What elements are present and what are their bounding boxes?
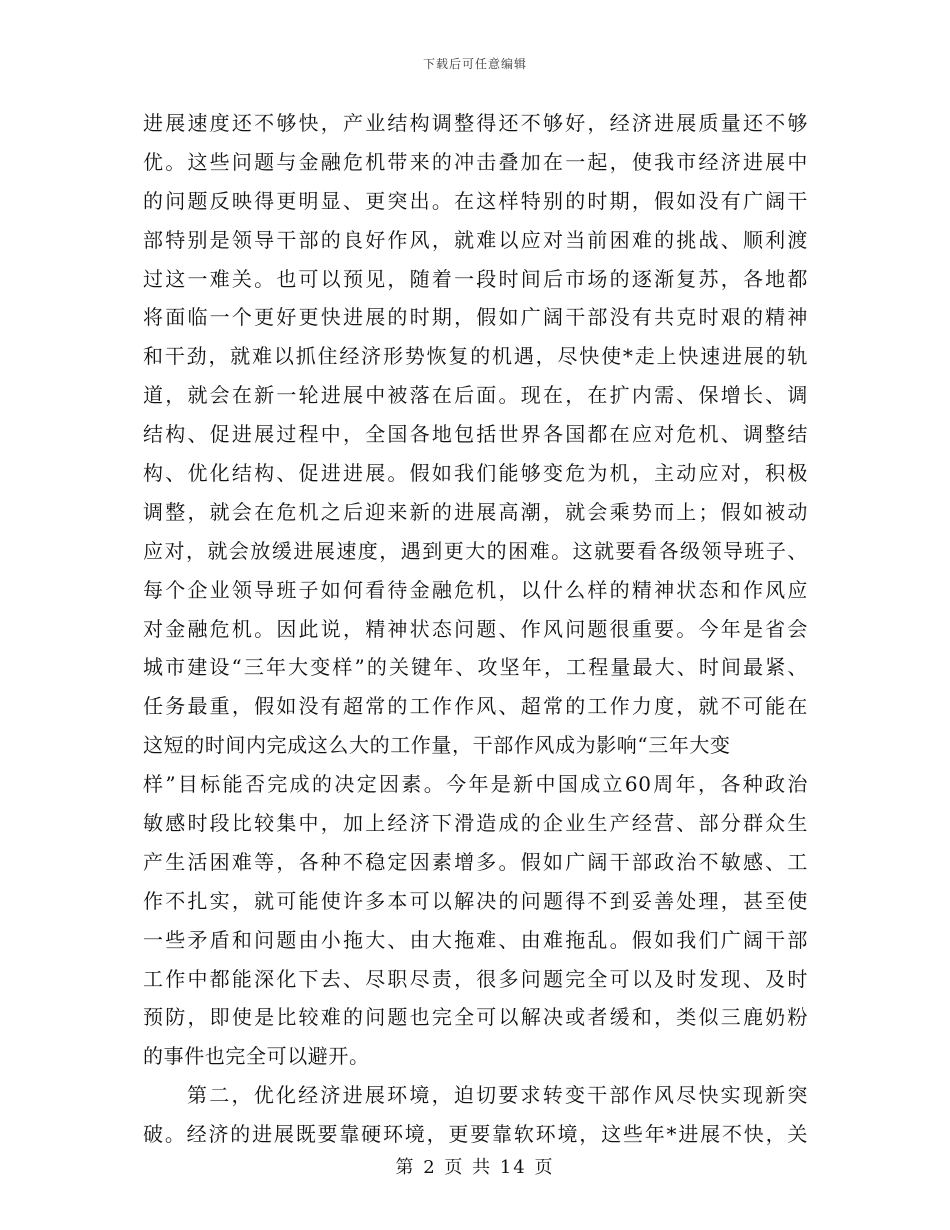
text-line: 破。经济的进展既要靠硬环境，更要靠软环境，这些年*进展不快，关: [143, 1122, 808, 1147]
text-line: 敏感时段比较集中，加上经济下滑造成的企业生产经营、部分群众生: [143, 811, 808, 836]
text-line: 将面临一个更好更快进展的时期，假如广阔干部没有共克时艰的精神: [143, 305, 808, 330]
text-line: 构、优化结构、促进进展。假如我们能够变危为机，主动应对，积极: [143, 461, 808, 486]
text-line: 和干劲，就难以抓住经济形势恢复的机遇，尽快使*走上快速进展的轨: [143, 344, 808, 369]
text-line: 产生活困难等，各种不稳定因素增多。假如广阔干部政治不敏感、工: [143, 849, 808, 874]
text-line: 一些矛盾和问题由小拖大、由大拖难、由难拖乱。假如我们广阔干部: [143, 927, 808, 952]
text-line: 应对，就会放缓进展速度，遇到更大的困难。这就要看各级领导班子、: [143, 538, 808, 563]
text-line: 的问题反映得更明显、更突出。在这样特别的时期，假如没有广阔干: [143, 188, 808, 213]
text-line: 每个企业领导班子如何看待金融危机，以什么样的精神状态和作风应: [143, 577, 808, 602]
text-line: 过这一难关。也可以预见，随着一段时间后市场的逐渐复苏，各地都: [143, 266, 808, 291]
paragraph-first-line: 第二，优化经济进展环境，迫切要求转变干部作风尽快实现新突: [187, 1083, 808, 1108]
text-line: 作不扎实，就可能使许多本可以解决的问题得不到妥善处理，甚至使: [143, 888, 808, 913]
text-line: 任务最重，假如没有超常的工作作风、超常的工作力度，就不可能在: [143, 694, 808, 719]
text-line: 结构、促进展过程中，全国各地包括世界各国都在应对危机、调整结: [143, 422, 808, 447]
text-line: 道，就会在新一轮进展中被落在后面。现在，在扩内需、保增长、调: [143, 383, 808, 408]
text-line: 部特别是领导干部的良好作风，就难以应对当前困难的挑战、顺利渡: [143, 227, 808, 252]
text-line: 这短的时间内完成这么大的工作量，干部作风成为影响“三年大变: [143, 733, 731, 758]
text-line: 工作中都能深化下去、尽职尽责，很多问题完全可以及时发现、及时: [143, 966, 808, 991]
document-body: [143, 104, 808, 1154]
text-line: 对金融危机。因此说，精神状态问题、作风问题很重要。今年是省会: [143, 616, 808, 641]
page-footer: 第 2 页 共 14 页: [395, 1157, 555, 1178]
page-header: 下载后可任意编辑: [422, 57, 527, 71]
text-line: 进展速度还不够快，产业结构调整得还不够好，经济进展质量还不够: [143, 111, 808, 135]
text-line: 调整，就会在危机之后迎来新的进展高潮，就会乘势而上；假如被动: [143, 499, 808, 524]
text-line: 城市建设“三年大变样”的关键年、攻坚年，工程量最大、时间最紧、: [143, 655, 808, 680]
text-line: 的事件也完全可以避开。: [143, 1044, 370, 1069]
text-line: 优。这些问题与金融危机带来的冲击叠加在一起，使我市经济进展中: [143, 149, 808, 174]
text-line: 样”目标能否完成的决定因素。今年是新中国成立60周年，各种政治: [143, 772, 808, 797]
text-line: 预防，即使是比较难的问题也完全可以解决或者缓和，类似三鹿奶粉: [143, 1005, 808, 1030]
